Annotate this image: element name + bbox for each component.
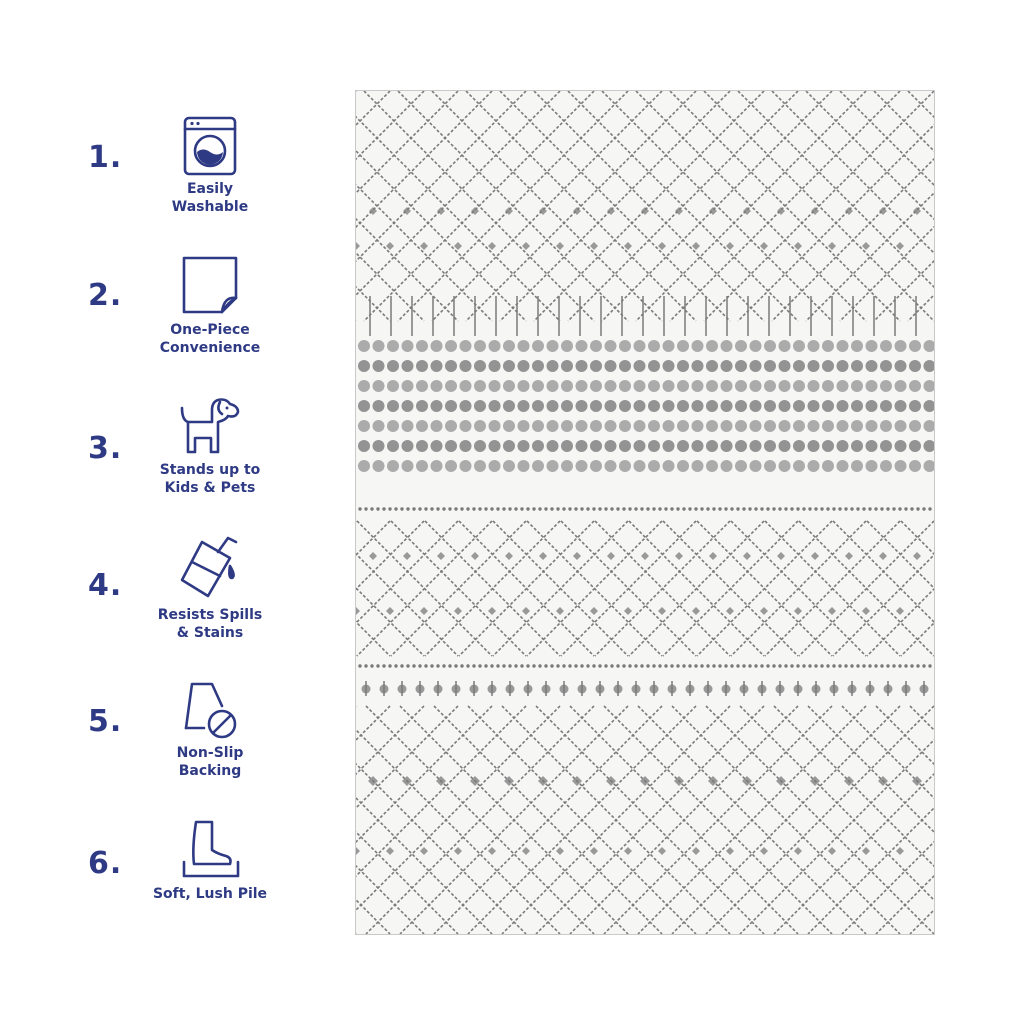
feature-label: Easily Washable (171, 181, 249, 215)
rug-pattern (356, 91, 934, 934)
feature-label: Stands up to Kids & Pets (159, 462, 261, 496)
feature-number: 1. (88, 140, 123, 175)
dog-icon (178, 394, 242, 458)
one-piece-rug-icon (178, 254, 242, 318)
spilled-cup-icon (178, 536, 242, 600)
feature-number: 6. (88, 846, 123, 881)
feature-label: Resists Spills & Stains (157, 607, 263, 641)
feature-number: 2. (88, 278, 123, 313)
rug-image (355, 90, 935, 935)
feature-number: 3. (88, 431, 123, 466)
non-slip-icon (178, 678, 242, 742)
washing-machine-icon (178, 114, 242, 178)
feature-number: 5. (88, 704, 123, 739)
feature-label: Non-Slip Backing (176, 745, 244, 779)
boot-icon (178, 818, 242, 882)
feature-label: One-Piece Convenience (159, 322, 261, 356)
feature-label: Soft, Lush Pile (152, 886, 268, 902)
feature-number: 4. (88, 568, 123, 603)
